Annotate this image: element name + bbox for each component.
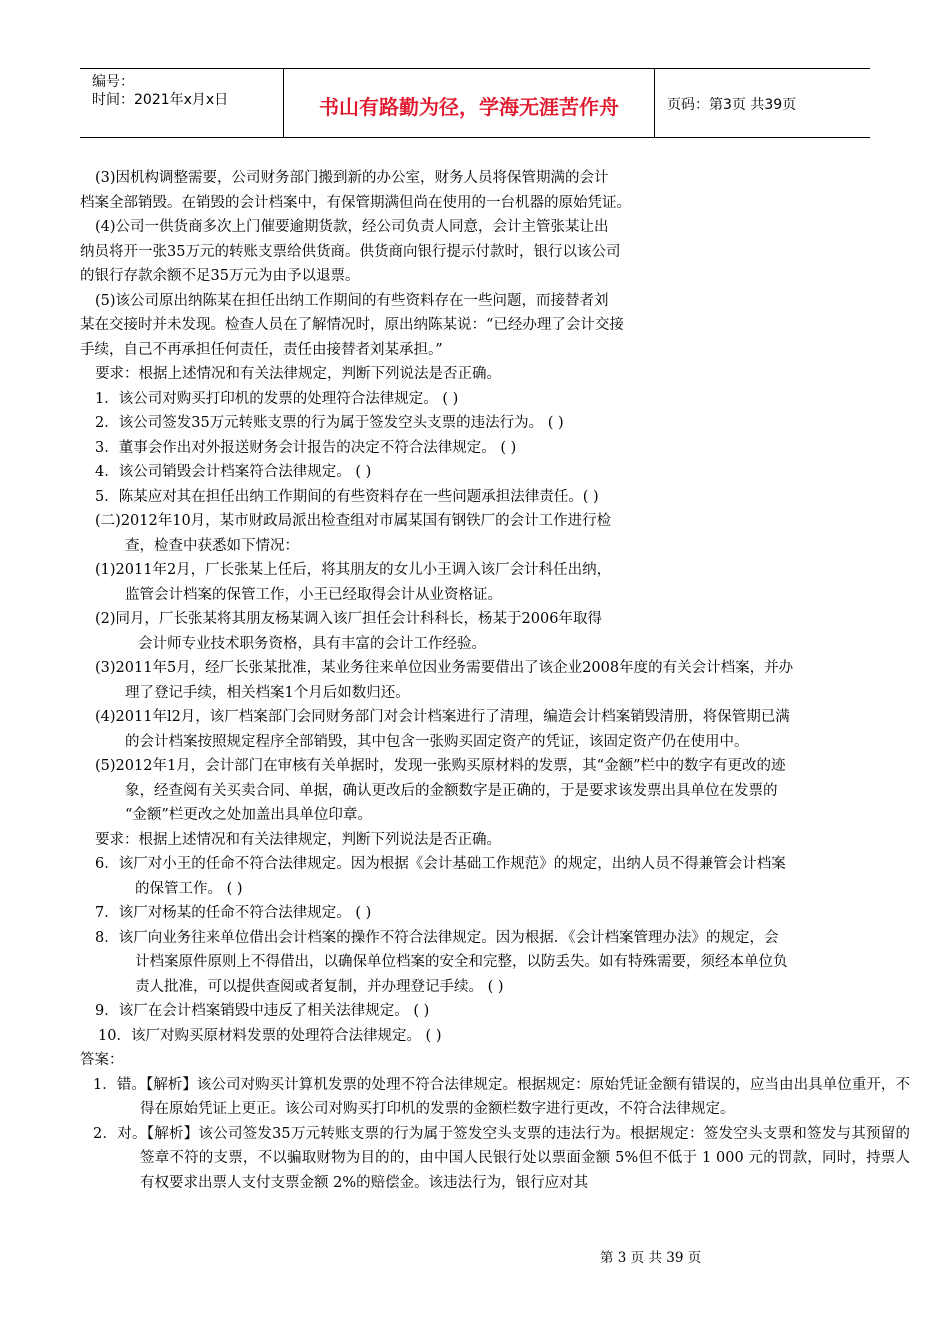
case-line: (1)2011年2月，厂长张某上任后，将其朋友的女儿小王调入该厂会计科任出纳， <box>95 562 612 578</box>
question-line: 1．该公司对购买打印机的发票的处理符合法律规定。 ( ) <box>95 390 459 407</box>
paragraph-line: 的银行存款余额不足35万元为由予以退票。 <box>80 268 360 284</box>
requirement-line: 要求：根据上述情况和有关法律规定，判断下列说法是否正确。 <box>95 831 501 848</box>
case-line: (5)2012年1月，会计部门在审核有关单据时，发现一张购买原材料的发票，其“金额”栏中的数字有更改的迹 <box>95 758 786 774</box>
question-line: 6．该厂对小王的任命不符合法律规定。因为根据《会计基础工作规范》的规定，出纳人员不得兼管会计档案 <box>95 856 786 872</box>
question-line: 9．该厂在会计档案销毁中违反了相关法律规定。 ( ) <box>95 1003 430 1019</box>
case-line: “金额”栏更改之处加盖出具单位印章。 <box>125 807 372 823</box>
document-body <box>80 166 910 1195</box>
case-line: 监管会计档案的保管工作，小王已经取得会计从业资格证。 <box>125 586 502 603</box>
case-line: 象，经查阅有关买卖合同、单据，确认更改后的金额数字是正确的，于是要求该发票出具单位在发票的 <box>125 782 778 799</box>
header-motto-cell <box>284 69 655 137</box>
question-line: 3．董事会作出对外报送财务会计报告的决定不符合法律规定。 ( ) <box>95 439 517 456</box>
question-line: 8．该厂向业务往来单位借出会计档案的操作不符合法律规定。因为根据．《会计档案管理办法》的规定，会 <box>95 929 779 946</box>
document-time-label: 时间：2021年x月x日 <box>92 92 229 108</box>
page-footer: 第 3 页 共 39 页 <box>600 1250 702 1266</box>
requirement-line: 要求：根据上述情况和有关法律规定，判断下列说法是否正确。 <box>95 366 501 382</box>
paragraph-line: (4)公司一供货商多次上门催要逾期货款，经公司负责人同意，会计主管张某让出 <box>95 219 609 235</box>
header-page-cell <box>655 69 870 137</box>
paragraph-line: (5)该公司原出纳陈某在担任出纳工作期间的有些资料存在一些问题，而接替者刘 <box>95 292 609 309</box>
question-line: 7．该厂对杨某的任命不符合法律规定。 ( ) <box>95 905 372 921</box>
question-line: 4．该公司销毁会计档案符合法律规定。 ( ) <box>95 464 372 480</box>
paragraph-line: 手续，自己不再承担任何责任，责任由接替者刘某承担。” <box>80 341 443 358</box>
case-line: 的会计档案按照规定程序全部销毁，其中包含一张购买固定资产的凭证，该固定资产仍在使用中。 <box>125 733 749 750</box>
answer-paragraph: 1．错。【解析】该公司对购买计算机发票的处理不符合法律规定。根据规定：原始凭证金额有错误的，应当由出具单位重开，不得在原始凭证上更正。该公司对购买打印机的发票的金额栏数字进行更改，不符合法律规定。 <box>93 1076 910 1117</box>
paragraph-line: 纳员将开一张35万元的转账支票给供货商。供货商向银行提示付款时，银行以该公司 <box>80 243 621 260</box>
answer-paragraph: 2．对。【解析】该公司签发35万元转账支票的行为属于签发空头支票的违法行为。根据规定：签发空头支票和签发与其预留的签章不符的支票，不以骗取财物为目的的，由中国人民银行处以票面金额 5%但不低于 1 000 元的罚款，同时，持票人有权要求出票人支付支票金额 2%的赔偿金。该违法行为，银行应对其 <box>93 1125 910 1191</box>
question-line: 2．该公司签发35万元转账支票的行为属于签发空头支票的违法行为。 ( ) <box>95 415 564 431</box>
section-heading-line: (二)2012年10月，某市财政局派出检查组对市属某国有钢铁厂的会计工作进行检 <box>95 513 612 529</box>
document-number-label: 编号： <box>92 74 134 90</box>
question-line: 责人批准，可以提供查阅或者复制，并办理登记手续。 ( ) <box>135 978 504 995</box>
answers-heading: 答案： <box>80 1052 124 1068</box>
question-line: 的保管工作。 ( ) <box>135 880 243 897</box>
page-header <box>80 68 870 138</box>
paragraph-line: (3)因机构调整需要，公司财务部门搬到新的办公室，财务人员将保管期满的会计 <box>95 170 609 186</box>
section-heading-line: 查，检查中获悉如下情况： <box>125 537 299 554</box>
paragraph-line: 档案全部销毁。在销毁的会计档案中，有保管期满但尚在使用的一台机器的原始凭证。 <box>80 194 631 211</box>
case-line: (4)2011年l2月，该厂档案部门会同财务部门对会计档案进行了清理，编造会计档案销毁清册，将保管期已满 <box>95 709 790 725</box>
case-line: 会计师专业技术职务资格，具有丰富的会计工作经验。 <box>138 635 486 652</box>
page-number-label: 页码：第3页 共39页 <box>667 97 797 113</box>
question-line: 10．该厂对购买原材料发票的处理符合法律规定。 ( ) <box>98 1027 442 1044</box>
header-info-cell <box>80 69 284 137</box>
case-line: (3)2011年5月，经厂长张某批准，某业务往来单位因业务需要借出了该企业2008年度的有关会计档案，并办 <box>95 660 794 676</box>
paragraph-line: 某在交接时并未发现。检查人员在了解情况时，原出纳陈某说：“已经办理了会计交接 <box>80 317 624 333</box>
case-line: (2)同月，厂长张某将其朋友杨某调入该厂担任会计科科长，杨某于2006年取得 <box>95 611 602 627</box>
motto: 书山有路勤为径，学海无涯苦作舟 <box>319 95 619 119</box>
question-line: 5．陈某应对其在担任出纳工作期间的有些资料存在一些问题承担法律责任。( ) <box>95 488 599 505</box>
case-line: 理了登记手续，相关档案1个月后如数归还。 <box>125 684 410 701</box>
question-line: 计档案原件原则上不得借出，以确保单位档案的安全和完整，以防丢失。如有特殊需要，须经本单位负 <box>135 954 788 970</box>
